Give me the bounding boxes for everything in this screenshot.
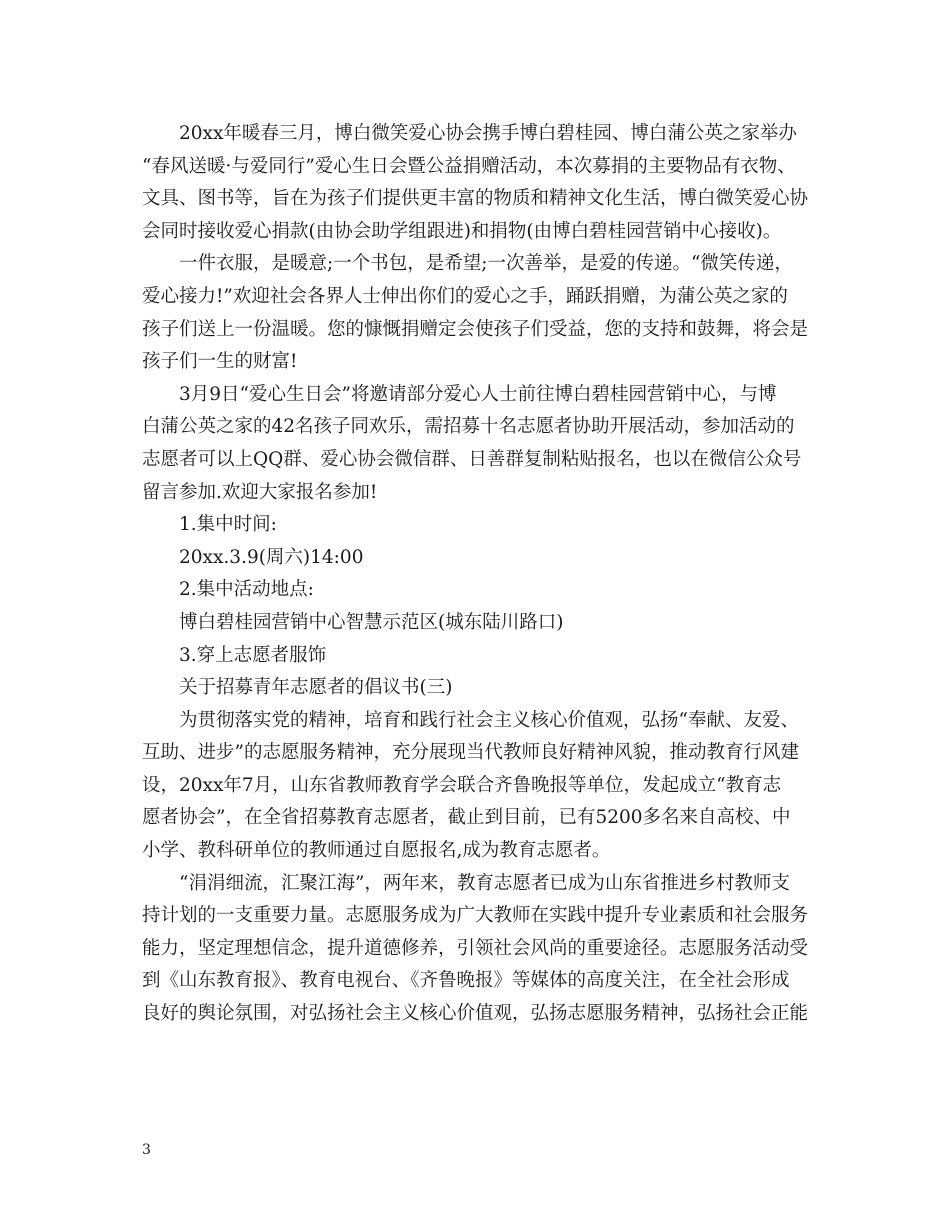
text-line: 20xx年暖春三月，博白微笑爱心协会携手博白碧桂园、博白蒲公英之家举办 xyxy=(179,123,797,144)
text-line: 小学、教科研单位的教师通过自愿报名,成为教育志愿者。 xyxy=(142,840,611,862)
text-line: 一件衣服，是暖意;一个书包，是希望;一次善举，是爱的传递。“微笑传递， xyxy=(179,253,793,275)
text-line: 20xx.3.9(周六)14:00 xyxy=(179,546,364,568)
document-body xyxy=(142,118,810,1031)
text-line: 志愿者可以上QQ群、爱心协会微信群、日善群复制粘贴报名，也以在微信公众号 xyxy=(142,448,802,470)
page-number: 3 xyxy=(142,1142,151,1158)
text-line: 爱心接力!”欢迎社会各界人士伸出你们的爱心之手，踊跃捐赠，为蒲公英之家的 xyxy=(142,285,788,307)
text-line: 设，20xx年7月，山东省教师教育学会联合齐鲁晚报等单位，发起成立“教育志 xyxy=(142,774,782,796)
text-line: 3.穿上志愿者服饰 xyxy=(179,644,327,666)
text-line: 留言参加.欢迎大家报名参加! xyxy=(142,481,378,503)
text-line: 孩子们一生的财富! xyxy=(142,351,298,373)
text-line: 持计划的一支重要力量。志愿服务成为广大教师在实践中提升专业素质和社会服务 xyxy=(142,905,809,927)
text-line: 博白碧桂园营销中心智慧示范区(城东陆川路口) xyxy=(179,611,564,633)
text-line: 孩子们送上一份温暖。您的慷慨捐赠定会使孩子们受益，您的支持和鼓舞，将会是 xyxy=(142,318,809,340)
text-line: 文具、图书等，旨在为孩子们提供更丰富的物质和精神文化生活，博白微笑爱心协 xyxy=(142,188,809,210)
text-line: 良好的舆论氛围，对弘扬社会主义核心价值观，弘扬志愿服务精神，弘扬社会正能 xyxy=(142,1003,809,1025)
text-line: 3月9日“爱心生日会”将邀请部分爱心人士前往博白碧桂园营销中心，与博 xyxy=(179,383,777,405)
text-line: 关于招募青年志愿者的倡议书(三) xyxy=(179,677,453,699)
text-line: 互助、进步”的志愿服务精神，充分展现当代教师良好精神风貌，推动教育行风建 xyxy=(142,742,799,764)
text-line: 白蒲公英之家的42名孩子同欢乐，需招募十名志愿者协助开展活动，参加活动的 xyxy=(142,416,795,438)
text-line: 愿者协会”，在全省招募教育志愿者，截止到目前，已有5200多名来自高校、中 xyxy=(142,807,791,829)
text-line: 2.集中活动地点: xyxy=(179,579,314,601)
text-line: “涓涓细流，汇聚江海”，两年来，教育志愿者已成为山东省推进乡村教师支 xyxy=(179,872,790,894)
text-line: 为贯彻落实党的精神，培育和践行社会主义核心价值观，弘扬“奉献、友爱、 xyxy=(179,709,799,731)
text-line: “春风送暖·与爱同行”爱心生日会暨公益捐赠活动，本次募捐的主要物品有衣物、 xyxy=(142,155,796,177)
text-line: 会同时接收爱心捐款(由协会助学组跟进)和捐物(由博白碧桂园营销中心接收)。 xyxy=(142,220,782,242)
text-line: 1.集中时间: xyxy=(179,514,277,536)
text-line: 到《山东教育报》、教育电视台、《齐鲁晚报》等媒体的高度关注，在全社会形成 xyxy=(142,970,790,992)
text-line: 能力，坚定理想信念，提升道德修养，引领社会风尚的重要途径。志愿服务活动受 xyxy=(142,937,809,959)
